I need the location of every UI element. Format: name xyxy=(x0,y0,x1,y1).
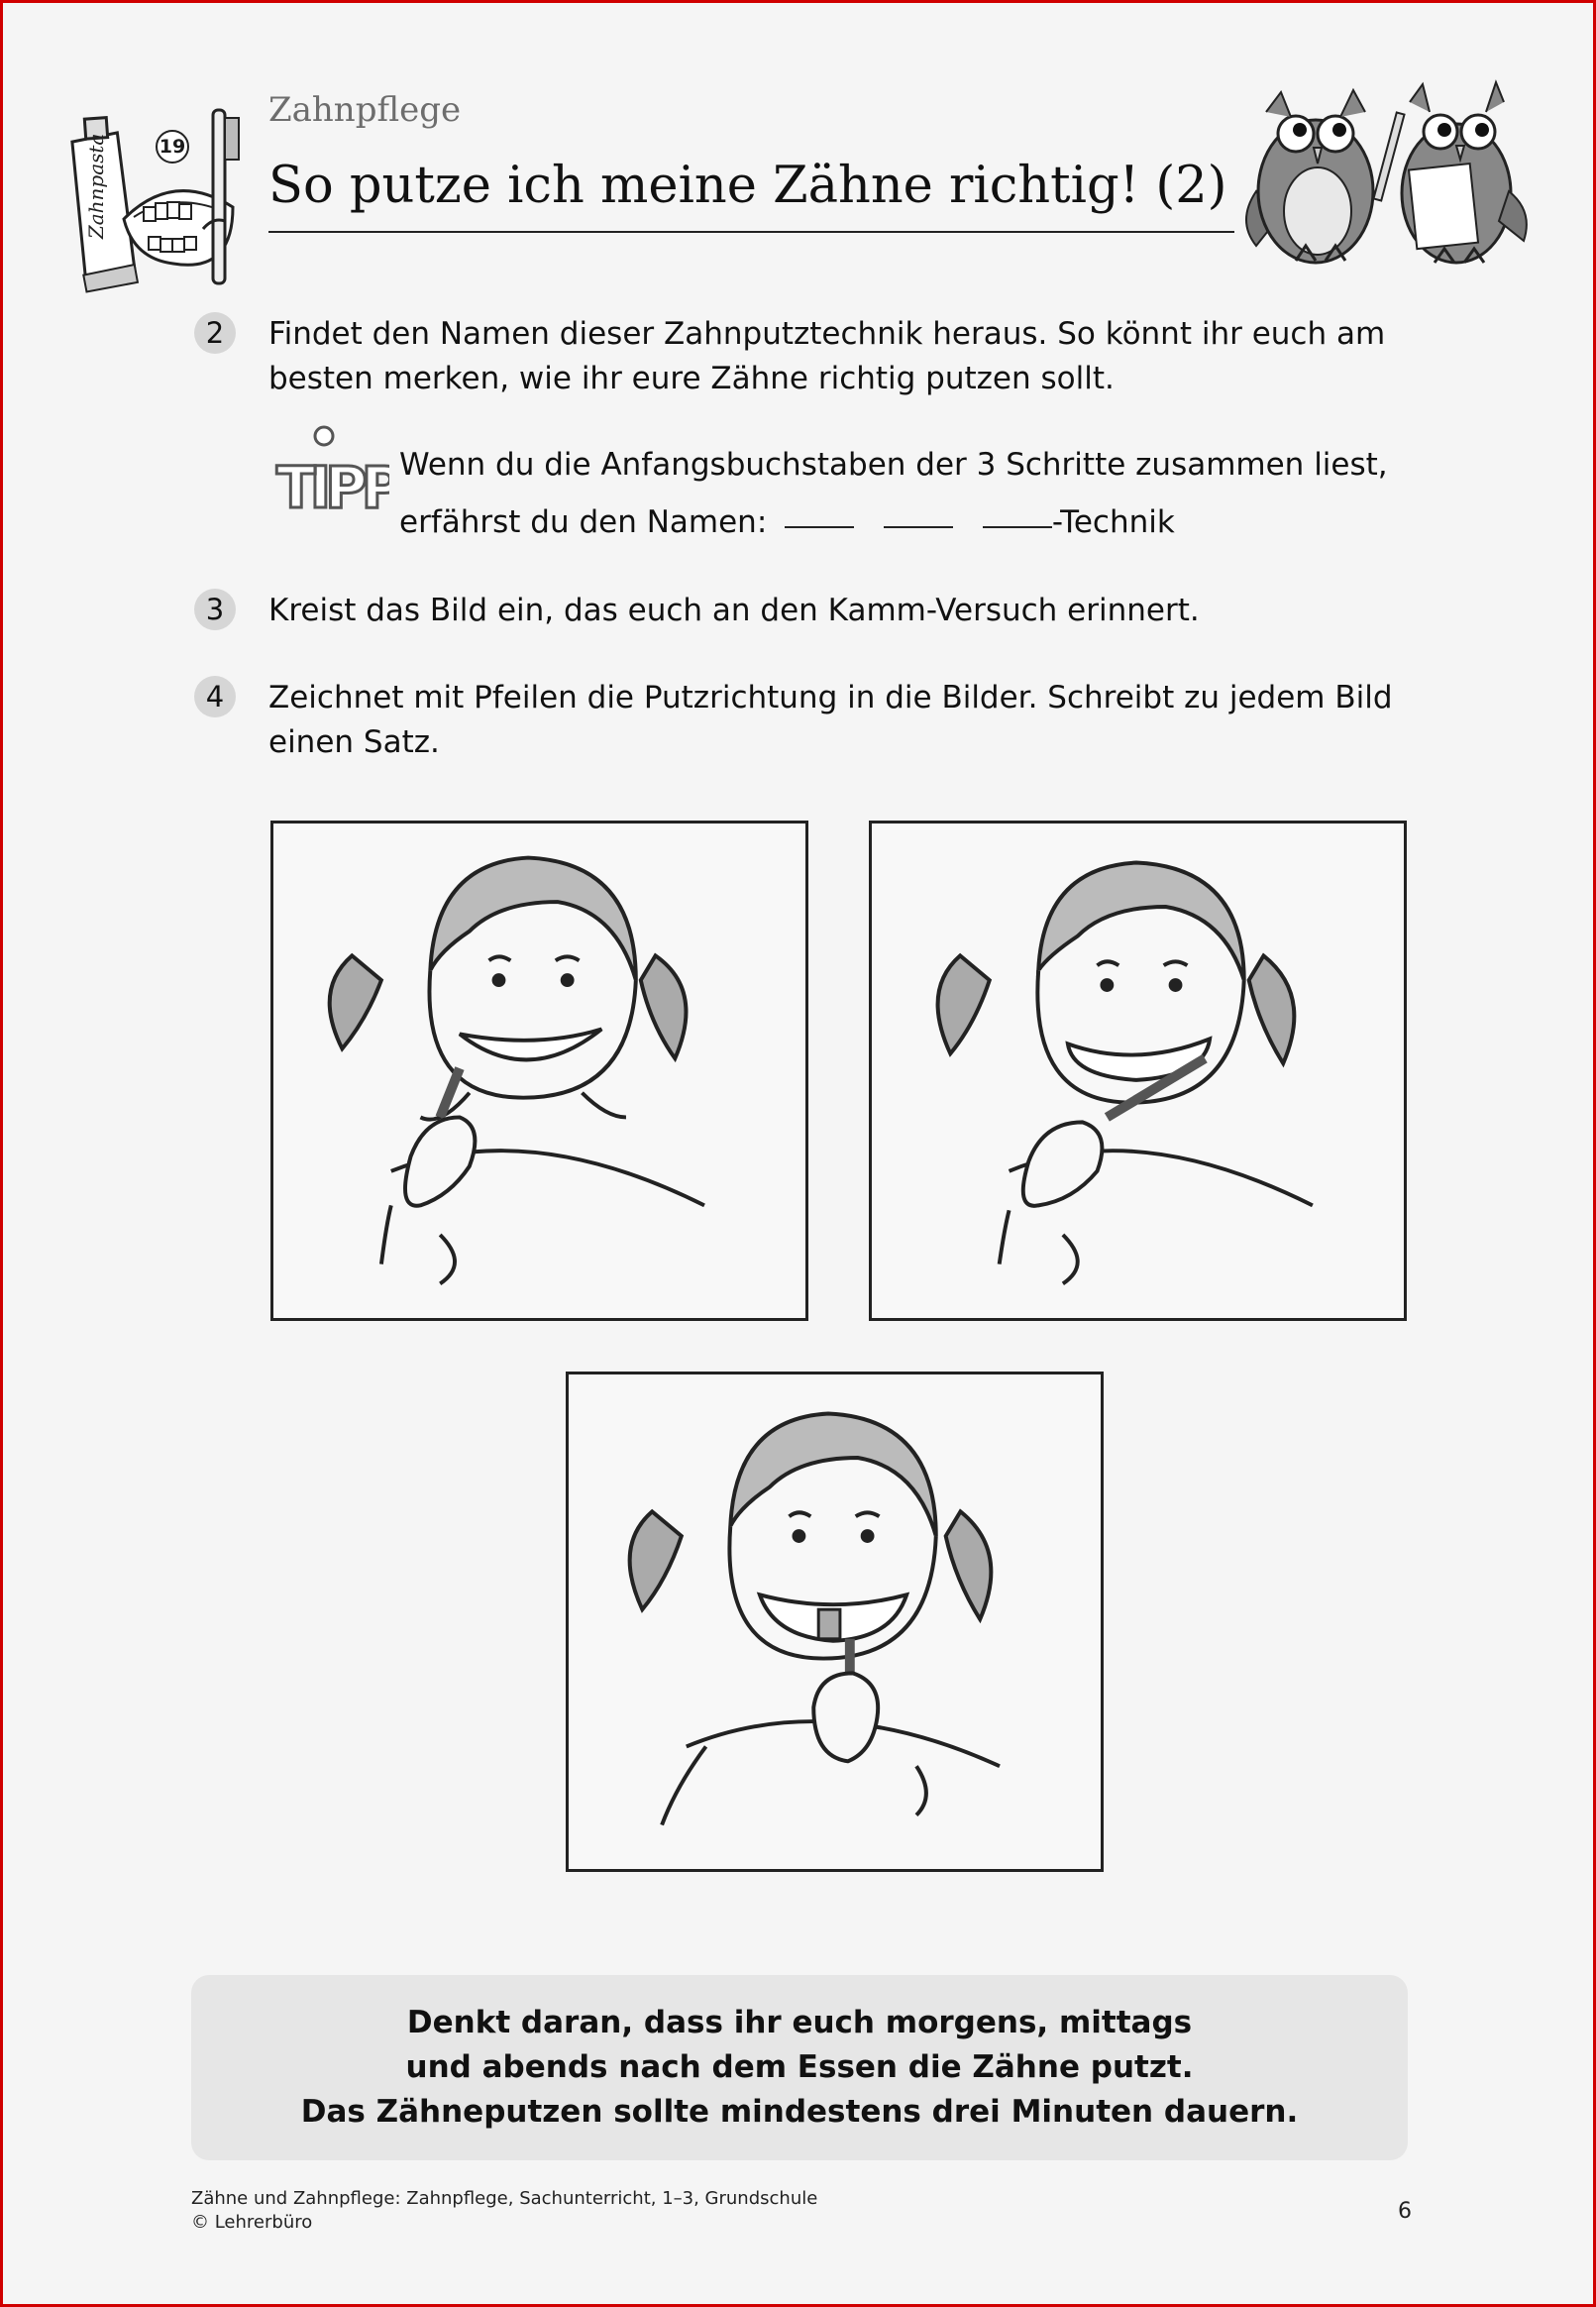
tip-line-2-prefix: erfährst du den Namen: xyxy=(399,504,768,540)
task-4-number: 4 xyxy=(194,676,236,717)
footer-source: Zähne und Zahnpflege: Zahnpflege, Sachunterricht, 1–3, Grundschule xyxy=(191,2188,818,2209)
picture-frame-1[interactable] xyxy=(270,821,808,1321)
tip-line-2-suffix: -Technik xyxy=(1051,504,1175,540)
lesson-number-badge: 19 xyxy=(156,130,189,164)
girl-brushing-illustration-2 xyxy=(872,824,1404,1318)
blank-1[interactable] xyxy=(785,526,854,528)
picture-frame-3[interactable] xyxy=(566,1372,1104,1872)
owls-illustration xyxy=(1236,72,1543,271)
tip-line-1: Wenn du die Anfangsbuchstaben der 3 Schritte zusammen liest, xyxy=(399,447,1388,483)
picture-frame-2[interactable] xyxy=(869,821,1407,1321)
section-subtitle: Zahnpflege xyxy=(268,90,462,130)
task-4-line-1: Zeichnet mit Pfeilen die Putzrichtung in die Bilder. Schreibt zu jedem Bild xyxy=(268,680,1393,715)
page-number: 6 xyxy=(1398,2199,1412,2224)
reminder-line-2: und abends nach dem Essen die Zähne putzt. xyxy=(405,2049,1194,2085)
reminder-box xyxy=(191,1975,1408,2160)
toothpaste-label: Zahnpasta xyxy=(83,133,108,240)
page-title: So putze ich meine Zähne richtig! (2) xyxy=(268,157,1227,215)
task-2-line-1: Findet den Namen dieser Zahnputztechnik heraus. So könnt ihr euch am xyxy=(268,316,1386,352)
title-divider xyxy=(268,231,1234,233)
task-2-number: 2 xyxy=(194,312,236,354)
task-4-line-2: einen Satz. xyxy=(268,724,440,760)
task-3-number: 3 xyxy=(194,589,236,630)
blank-3[interactable] xyxy=(983,526,1052,528)
girl-brushing-illustration-3 xyxy=(569,1374,1101,1869)
girl-brushing-illustration-1 xyxy=(273,824,805,1318)
task-2-line-2: besten merken, wie ihr eure Zähne richtig putzen sollt. xyxy=(268,361,1115,396)
reminder-line-1: Denkt daran, dass ihr euch morgens, mittags xyxy=(406,2005,1193,2040)
tip-line-2 xyxy=(399,500,1175,545)
footer-copyright: © Lehrerbüro xyxy=(191,2212,313,2233)
task-3-line-1: Kreist das Bild ein, das euch an den Kamm-Versuch erinnert. xyxy=(268,593,1200,628)
tip-icon xyxy=(272,424,389,515)
blank-2[interactable] xyxy=(884,526,953,528)
tip-label: TIPP xyxy=(276,454,389,515)
reminder-line-3: Das Zähneputzen sollte mindestens drei Minuten dauern. xyxy=(300,2094,1299,2130)
toothpaste-mouth-illustration xyxy=(64,100,267,293)
